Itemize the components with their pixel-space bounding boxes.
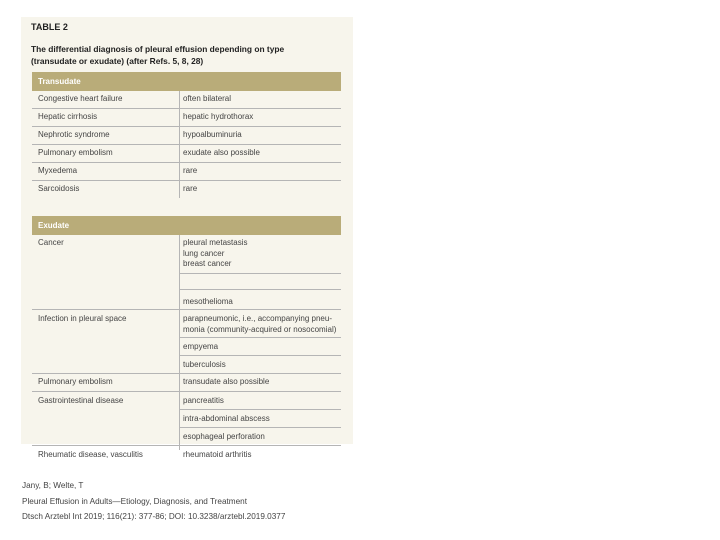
note-cell: rare	[183, 166, 198, 175]
cause-cell: Rheumatic disease, vasculitis	[38, 450, 143, 459]
section-header-exudate: Exudate	[32, 216, 341, 235]
table-row-group-gi	[32, 392, 341, 446]
note-cell: mesothelioma	[183, 297, 233, 306]
table-row-group-cancer	[32, 235, 341, 310]
cause-cell: Pulmonary embolism	[38, 148, 113, 157]
table-title	[31, 43, 331, 67]
note-cell: empyema	[183, 342, 219, 351]
note-cell: exudate also possible	[183, 148, 260, 157]
note-line: breast cancer	[183, 259, 232, 268]
table-row	[32, 145, 341, 163]
table-title-line-2: (transudate or exudate) (after Refs. 5, 8, 28)	[31, 56, 204, 66]
note-cell: often bilateral	[183, 94, 232, 103]
transudate-table	[32, 91, 341, 198]
table-row	[32, 91, 341, 109]
table-title-line-1: The differential diagnosis of pleural effusion depending on type	[31, 44, 285, 54]
citation-authors: Jany, B; Welte, T	[22, 481, 84, 490]
table-row	[32, 181, 341, 198]
citation-title: Pleural Effusion in Adults—Etiology, Diagnosis, and Treatment	[22, 496, 247, 506]
cause-cell: Congestive heart failure	[38, 94, 123, 103]
note-line: lung cancer	[183, 248, 225, 258]
citation-source: Dtsch Arztebl Int 2019; 116(21): 377-86; DOI: 10.3238/arztebl.2019.0377	[22, 512, 286, 521]
note-cell: hypoalbuminuria	[183, 130, 242, 139]
cause-cell: Cancer	[38, 238, 64, 247]
table-row	[32, 163, 341, 181]
table-row-group-infection	[32, 310, 341, 374]
cause-cell: Sarcoidosis	[38, 184, 80, 193]
note-line: parapneumonic, i.e., accompanying pneu-	[183, 314, 332, 323]
cause-cell: Nephrotic syndrome	[38, 130, 110, 139]
cause-cell: Pulmonary embolism	[38, 377, 113, 386]
note-cell: rare	[183, 184, 198, 193]
cause-cell: Myxedema	[38, 166, 78, 175]
cause-cell: Infection in pleural space	[38, 314, 127, 323]
note-line: monia (community-acquired or nosocomial)	[183, 324, 337, 334]
note-cell: intra-abdominal abscess	[183, 414, 270, 423]
note-cell: hepatic hydrothorax	[183, 112, 254, 121]
exudate-table	[32, 235, 341, 459]
cause-cell: Gastrointestinal disease	[38, 396, 124, 405]
table-row	[32, 127, 341, 145]
note-cell: transudate also possible	[183, 377, 270, 386]
citation	[22, 478, 285, 525]
cause-cell: Hepatic cirrhosis	[38, 112, 98, 121]
note-cell: tuberculosis	[183, 360, 226, 369]
note-cell: esophageal perforation	[183, 432, 265, 441]
table-row	[32, 109, 341, 127]
note-cell: rheumatoid arthritis	[183, 450, 252, 459]
table-row	[32, 374, 341, 392]
note-cell: pancreatitis	[183, 396, 224, 405]
table-label: TABLE 2	[31, 22, 68, 32]
note-line: pleural metastasis	[183, 238, 248, 247]
table-card	[21, 17, 353, 459]
section-header-transudate: Transudate	[32, 72, 341, 91]
